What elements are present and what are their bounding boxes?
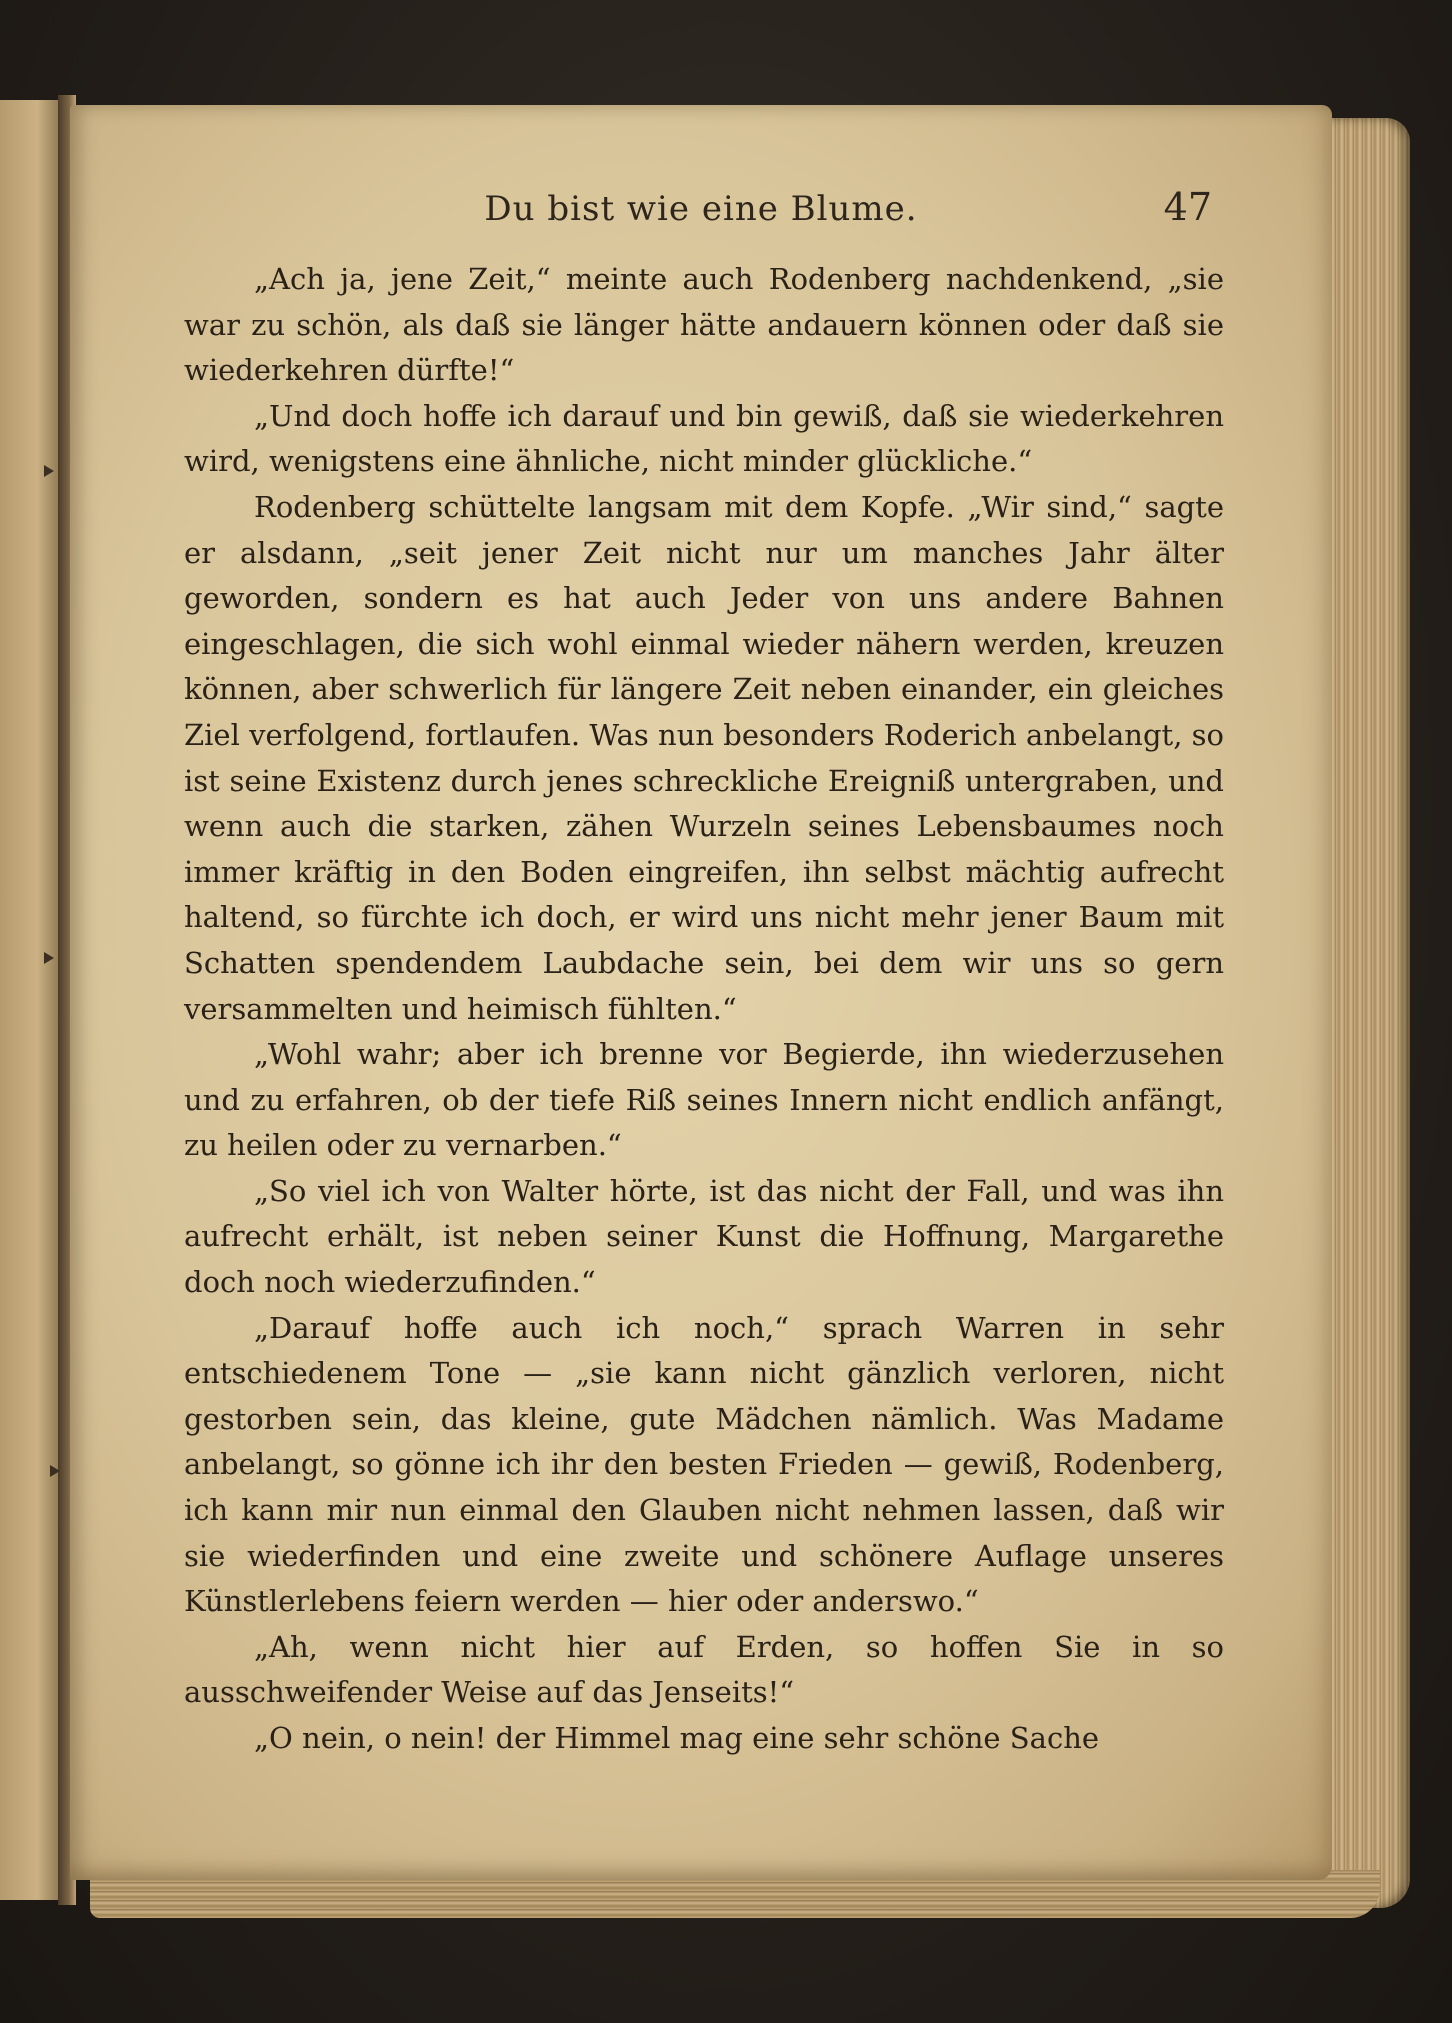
- paragraph: „Ah, wenn nicht hier auf Erden, so hoffen Sie in so ausschweifender Weise auf das Jenseits!“: [184, 1629, 1224, 1710]
- left-page-edge: [0, 100, 65, 1900]
- margin-marker-icon: [50, 1465, 60, 1477]
- page-number: 47: [1163, 185, 1212, 229]
- paragraph: Rodenberg schüttelte langsam mit dem Kopfe. „Wir sind,“ sagte er alsdann, „seit jener Zeit nicht nur um manches Jahr älter geworden, sondern es hat auch Jeder von uns andere Bahnen eingeschlagen, die sich wohl einmal wieder nähern werden, kreuzen können, aber schwerlich für längere Zeit neben einander, ein gleiches Ziel verfolgend, fortlaufen. Was nun besonders Roderich anbelangt, so ist seine Existenz durch jenes schreckliche Ereigniß untergraben, und wenn auch die starken, zähen Wurzeln seines Lebensbaumes noch immer kräftig in den Boden eingreifen, ihn selbst mächtig aufrecht haltend, so fürchte ich doch, er wird uns nicht mehr jener Baum mit Schatten spendendem Laubdache sein, bei dem wir uns so gern versammelten und heimisch fühlten.“: [184, 489, 1224, 1026]
- paragraph: „So viel ich von Walter hörte, ist das nicht der Fall, und was ihn aufrecht erhält, ist neben seiner Kunst die Hoffnung, Margarethe doch noch wiederzufinden.“: [184, 1173, 1224, 1300]
- margin-marker-icon: [44, 465, 54, 477]
- paragraph: „Und doch hoffe ich darauf und bin gewiß, daß sie wiederkehren wird, wenigstens eine ähnliche, nicht minder glückliche.“: [184, 398, 1224, 479]
- paragraph: „O nein, o nein! der Himmel mag eine sehr schöne Sache: [254, 1721, 1100, 1755]
- page-header: [70, 183, 1332, 233]
- body-text: [184, 257, 1224, 1762]
- paragraph: „Ach ja, jene Zeit,“ meinte auch Rodenberg nachdenkend, „sie war zu schön, als daß sie länger hätte andauern können oder daß sie wiederkehren dürfte!“: [184, 262, 1224, 388]
- running-title: Du bist wie eine Blume.: [484, 189, 918, 229]
- paragraph: „Wohl wahr; aber ich brenne vor Begierde, ihn wiederzusehen und zu erfahren, ob der tiefe Riß seines Innern nicht endlich anfängt, zu heilen oder zu vernarben.“: [184, 1037, 1224, 1163]
- paragraph: „Darauf hoffe auch ich noch,“ sprach Warren in sehr entschiedenem Tone — „sie kann nicht gänzlich verloren, nicht gestorben sein, das kleine, gute Mädchen nämlich. Was Madame anbelangt, so gönne ich ihr den besten Frieden — gewiß, Rodenberg, ich kann mir nun einmal den Glauben nicht nehmen lassen, daß wir sie wiederfinden und eine zweite und schönere Auflage unseres Künstlerlebens feiern werden — hier oder anderswo.“: [184, 1310, 1224, 1619]
- book-page: [70, 105, 1332, 1880]
- margin-marker-icon: [44, 952, 54, 964]
